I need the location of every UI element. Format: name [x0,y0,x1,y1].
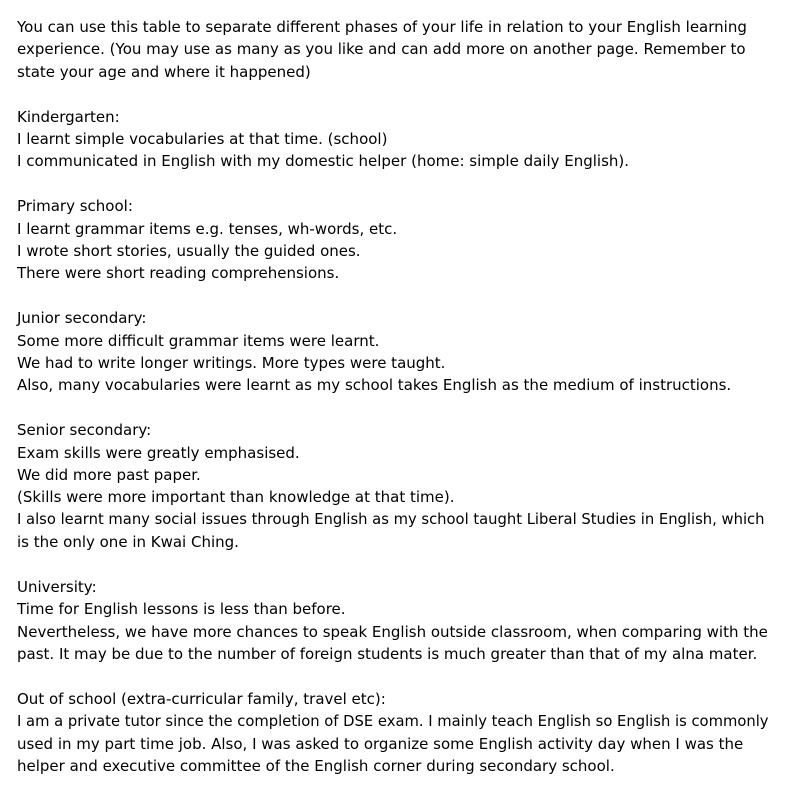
section-junior-secondary [17,307,775,397]
section-line: Nevertheless, we have more chances to speak English outside classroom, when comparing with the [17,622,768,641]
section-line: I am a private tutor since the completion of DSE exam. I mainly teach English so English is commonly [17,712,769,730]
document-body [17,16,775,778]
section-line: helper and executive committee of the English corner during secondary school. [17,757,615,776]
section-line: Also, many vocabularies were learnt as my school takes English as the medium of instructions. [17,376,732,395]
section-line: is the only one in Kwai Ching. [17,533,239,552]
intro-line: You can use this table to separate different phases of your life in relation to your English learning [17,18,747,36]
intro-paragraph [17,16,775,83]
section-line: Exam skills were greatly emphasised. [17,443,300,462]
section-line: There were short reading comprehensions. [17,264,340,283]
section-line: I also learnt many social issues through English as my school taught Liberal Studies in English, which [17,510,765,528]
paragraph-gap [17,173,775,195]
section-senior-secondary [17,419,775,553]
section-heading: Kindergarten: [17,107,120,126]
section-line: I communicated in English with my domestic helper (home: simple daily English). [17,152,630,171]
paragraph-gap [17,285,775,307]
intro-line: experience. (You may use as many as you like and can add more on another page. Remember to [17,40,746,59]
section-line: I learnt grammar items e.g. tenses, wh-words, etc. [17,219,398,238]
paragraph-gap [17,666,775,688]
section-heading: Senior secondary: [17,421,152,440]
section-university [17,576,775,666]
section-kindergarten [17,106,775,173]
section-heading: University: [17,578,97,597]
section-line: (Skills were more important than knowledge at that time). [17,488,455,507]
paragraph-gap [17,397,775,419]
intro-line: state your age and where it happened) [17,62,311,81]
paragraph-gap [17,83,775,105]
section-line: past. It may be due to the number of foreign students is much greater than that of my alna mater. [17,645,758,664]
section-line: We had to write longer writings. More types were taught. [17,354,446,373]
paragraph-gap [17,554,775,576]
section-heading: Junior secondary: [17,309,147,328]
section-line: used in my part time job. Also, I was asked to organize some English activity day when I was the [17,734,744,753]
section-line: Time for English lessons is less than before. [17,600,346,619]
section-out-of-school [17,688,775,778]
section-line: We did more past paper. [17,466,201,485]
section-heading: Primary school: [17,197,133,216]
section-line: Some more difficult grammar items were learnt. [17,331,380,350]
section-line: I learnt simple vocabularies at that time. (school) [17,130,388,149]
section-line: I wrote short stories, usually the guided ones. [17,242,361,261]
section-heading: Out of school (extra-curricular family, travel etc): [17,690,386,709]
section-primary-school [17,195,775,285]
